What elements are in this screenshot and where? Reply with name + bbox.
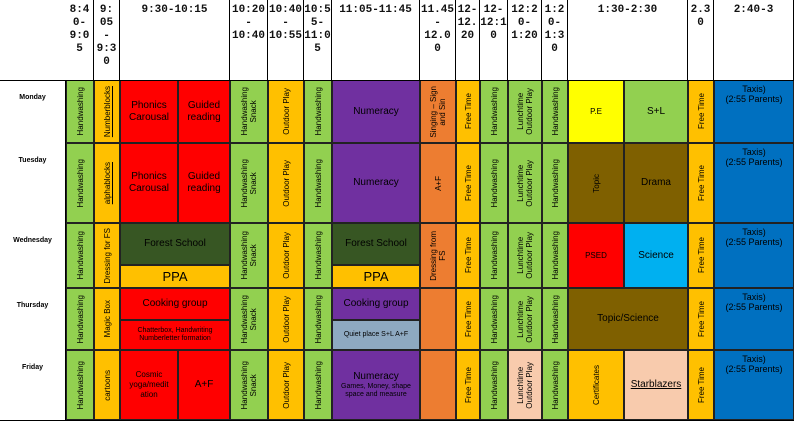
thu-handwashing-4: Handwashing [542,288,568,350]
wed-free-time: Free Time [456,223,480,288]
tue-drama: Drama [624,143,688,223]
thu-cooking-group-2: Cooking group [332,288,420,320]
fri-numeracy: Numeracy [353,371,399,382]
thu-lunchtime: Lunchtime Outdoor Play [508,288,542,350]
thu-magic-box: Magic Box [94,288,120,350]
fri-taxis: Taxis) (2:55 Parents) [714,350,794,420]
mon-phonics: Phonics Carousal [120,80,178,143]
tue-snack: Handwashing Snack [230,143,268,223]
thu-taxis: Taxis) (2:55 Parents) [714,288,794,350]
fri-certificates: Certificates [568,350,624,420]
fri-orange-slot [420,350,456,420]
wed-free-time-2: Free Time [688,223,714,288]
fri-outdoor: Outdoor Play [268,350,304,420]
time-header-3: 10:20 - 10:40 [230,0,268,80]
fri-free-time-2: Free Time [688,350,714,420]
mon-free-time: Free Time [456,80,480,143]
fri-free-time: Free Time [456,350,480,420]
thu-free-time-2: Free Time [688,288,714,350]
tue-numeracy: Numeracy [332,143,420,223]
tue-topic: Topic [568,143,624,223]
fri-handwashing: Handwashing [66,350,94,420]
day-tuesday: Tuesday [0,143,66,223]
thu-orange-slot [420,288,456,350]
time-header-14: 2:40-3 [714,0,794,80]
time-header-5: 10:5 5- 11:0 5 [304,0,332,80]
wed-handwashing: Handwashing [66,223,94,288]
fri-af: A+F [178,350,230,420]
mon-lunchtime: Lunchtime Outdoor Play [508,80,542,143]
thu-handwashing-3: Handwashing [480,288,508,350]
mon-pe: P.E [568,80,624,143]
time-header-7: 11.45 - 12.0 0 [420,0,456,80]
fri-numeracy-cell [332,350,420,420]
tue-taxis: Taxis) (2:55 Parents) [714,143,794,223]
wed-science: Science [624,223,688,288]
thu-topic-science: Topic/Science [568,288,688,350]
fri-starblazers: Starblazers [624,350,688,420]
time-header-12: 1:30-2:30 [568,0,688,80]
fri-snack: Handwashing Snack [230,350,268,420]
day-wednesday: Wednesday [0,223,66,288]
tue-free-time-2: Free Time [688,143,714,223]
time-header-4: 10:40 - 10:55 [268,0,304,80]
mon-sl: S+L [624,80,688,143]
wed-ppa-2: PPA [332,265,420,288]
wed-dressing-from-fs: Dressing from FS [420,223,456,288]
thu-snack: Handwashing Snack [230,288,268,350]
wed-snack: Handwashing Snack [230,223,268,288]
time-header-0: 8:4 0- 9:0 5 [66,0,94,80]
time-header-1: 9: 05 - 9:3 0 [94,0,120,80]
tue-handwashing-3: Handwashing [480,143,508,223]
mon-numberblocks: Numberblocks [94,80,120,143]
wed-handwashing-2: Handwashing [304,223,332,288]
day-friday: Friday [0,350,66,420]
thu-cooking-group: Cooking group [120,288,230,320]
tue-lunchtime: Lunchtime Outdoor Play [508,143,542,223]
time-header-13: 2.3 0 [688,0,714,80]
day-thursday: Thursday [0,288,66,350]
wed-handwashing-4: Handwashing [542,223,568,288]
fri-cartoons: cartoons [94,350,120,420]
fri-cosmic-yoga: Cosmic yoga/medit ation [120,350,178,420]
mon-handwashing: Handwashing [66,80,94,143]
fri-handwashing-4: Handwashing [542,350,568,420]
thu-handwashing-2: Handwashing [304,288,332,350]
wed-forest-school-2: Forest School [332,223,420,265]
tue-handwashing-2: Handwashing [304,143,332,223]
thu-free-time: Free Time [456,288,480,350]
thu-chatterbox: Chatterbox, Handwriting Numberletter formation [120,320,230,350]
thu-handwashing: Handwashing [66,288,94,350]
mon-free-time-2: Free Time [688,80,714,143]
fri-handwashing-2: Handwashing [304,350,332,420]
fri-handwashing-3: Handwashing [480,350,508,420]
tue-phonics: Phonics Carousal [120,143,178,223]
fri-numeracy-detail: Games, Money, shape space and measure [341,383,411,398]
wed-outdoor: Outdoor Play [268,223,304,288]
time-header-10: 12:2 0- 1:20 [508,0,542,80]
wed-dressing-for-fs: Dressing for FS [94,223,120,288]
tue-handwashing-4: Handwashing [542,143,568,223]
fri-lunchtime: Lunchtime Outdoor Play [508,350,542,420]
tue-free-time: Free Time [456,143,480,223]
time-header-8: 12- 12. 20 [456,0,480,80]
mon-guided-reading: Guided reading [178,80,230,143]
mon-outdoor: Outdoor Play [268,80,304,143]
wed-ppa: PPA [120,265,230,288]
mon-singing: Singing – Sign and Sin [420,80,456,143]
mon-taxis: Taxis) (2:55 Parents) [714,80,794,143]
time-header-9: 12- 12:1 0 [480,0,508,80]
thu-outdoor: Outdoor Play [268,288,304,350]
thu-quiet-place: Quiet place S+L A+F [332,320,420,350]
wed-forest-school: Forest School [120,223,230,265]
mon-numeracy: Numeracy [332,80,420,143]
wed-psed: PSED [568,223,624,288]
time-header-2: 9:30-10:15 [120,0,230,80]
tue-guided-reading: Guided reading [178,143,230,223]
tue-af: A+F [420,143,456,223]
bottom-border [0,420,794,421]
time-header-6: 11:05-11:45 [332,0,420,80]
time-header-11: 1:2 0- 1:3 0 [542,0,568,80]
mon-handwashing-3: Handwashing [480,80,508,143]
tue-alphablocks: alphablocks [94,143,120,223]
tue-outdoor: Outdoor Play [268,143,304,223]
tue-handwashing: Handwashing [66,143,94,223]
wed-lunchtime: Lunchtime Outdoor Play [508,223,542,288]
mon-handwashing-4: Handwashing [542,80,568,143]
day-monday: Monday [0,80,66,143]
wed-taxis: Taxis) (2:55 Parents) [714,223,794,288]
mon-handwashing-2: Handwashing [304,80,332,143]
mon-snack: Handwashing Snack [230,80,268,143]
wed-handwashing-3: Handwashing [480,223,508,288]
header-divider [0,80,794,81]
